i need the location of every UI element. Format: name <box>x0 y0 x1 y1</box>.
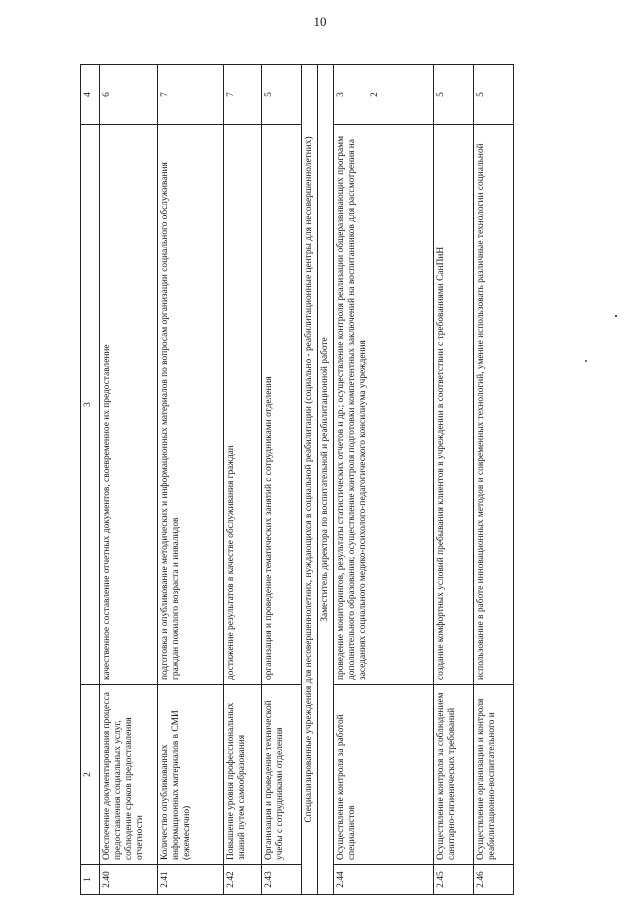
criterion-cell: Осуществление организации и контроля реабилитационно-воспитательного и <box>474 685 514 865</box>
section-title-row <box>302 65 318 895</box>
criterion-cell: Осуществление контроля за соблюдением санитарно-гигиенических требований <box>434 685 474 865</box>
criterion-cell: Количество опубликованных информационных материалов в СМИ (ежемесячно) <box>158 685 224 865</box>
rotated-table-sheet <box>80 65 560 895</box>
criterion-cell: Обеспечение документирования процесса предоставления социальных услуг, соблюдение сроков предоставления отчетности <box>100 685 158 865</box>
score-cell: 7 <box>224 65 262 125</box>
header-cell: 1 <box>81 865 100 895</box>
table-row <box>100 65 158 895</box>
criterion-cell: Организация и проведение технической учебы с сотрудниками отделения <box>262 685 302 865</box>
score-value: 3 <box>336 92 347 97</box>
description-cell: создание комфортных условий пребывания клиентов в учреждении в соответствии с требованиями СанПиН <box>434 125 474 685</box>
description-cell: достижение результатов в качестве обслуживания граждан <box>224 125 262 685</box>
score-cell <box>334 65 434 125</box>
row-number: 2.45 <box>434 865 474 895</box>
table-row <box>474 65 514 895</box>
description-cell: качественное составление отчетных документов, своевременное их предоставление <box>100 125 158 685</box>
score-value: 2 <box>370 92 381 97</box>
row-number: 2.42 <box>224 865 262 895</box>
header-cell: 4 <box>81 65 100 125</box>
criterion-cell: Повышение уровня профессиональных знаний путем самообразования <box>224 685 262 865</box>
subsection-title: Заместитель директора по воспитательной и реабилитационной работе <box>318 65 334 895</box>
criterion-cell: Осуществление контроля за работой специалистов <box>334 685 434 865</box>
description-cell: организация и проведение тематических занятий с сотрудниками отделения <box>262 125 302 685</box>
row-number: 2.46 <box>474 865 514 895</box>
score-cell: 7 <box>158 65 224 125</box>
score-cell: 5 <box>262 65 302 125</box>
table-header-row <box>81 65 100 895</box>
description-cell: использование в работе инновационных методов и современных технологий, умение использовать различные технологии социальной <box>474 125 514 685</box>
table-row <box>158 65 224 895</box>
row-number: 2.40 <box>100 865 158 895</box>
subsection-title-row <box>318 65 334 895</box>
table-row <box>262 65 302 895</box>
table-row <box>334 65 434 895</box>
scan-speck <box>615 315 617 317</box>
header-cell: 3 <box>81 125 100 685</box>
scan-speck <box>585 360 587 362</box>
row-number: 2.44 <box>334 865 434 895</box>
row-number: 2.41 <box>158 865 224 895</box>
row-number: 2.43 <box>262 865 302 895</box>
description-cell: подготовка и опубликование методических и информационных материалов по вопросам организации социального обслуживания граждан пожилого возраста и инвалидов <box>158 125 224 685</box>
criteria-table <box>80 64 514 895</box>
header-cell: 2 <box>81 685 100 865</box>
section-title: Специализированные учреждения для несовершеннолетних, нуждающихся в социальной реабилитации (социально - реабилитационные центры для несовершеннолетних) <box>302 65 318 895</box>
page-number: 10 <box>313 14 327 29</box>
description-cell: проведение мониторингов, результаты статистических отчетов и др.; осуществление контроля реализации общеразвивающих программ дополнительного образования; осуществление контроля подготовки компетентных заключений на воспитанников для рассмотрения на заседаниях социального медико-психолого-педагогического консилиума учреждения <box>334 125 434 685</box>
score-cell: 5 <box>434 65 474 125</box>
score-cell: 5 <box>474 65 514 125</box>
table-row <box>434 65 474 895</box>
score-cell: 6 <box>100 65 158 125</box>
table-row <box>224 65 262 895</box>
